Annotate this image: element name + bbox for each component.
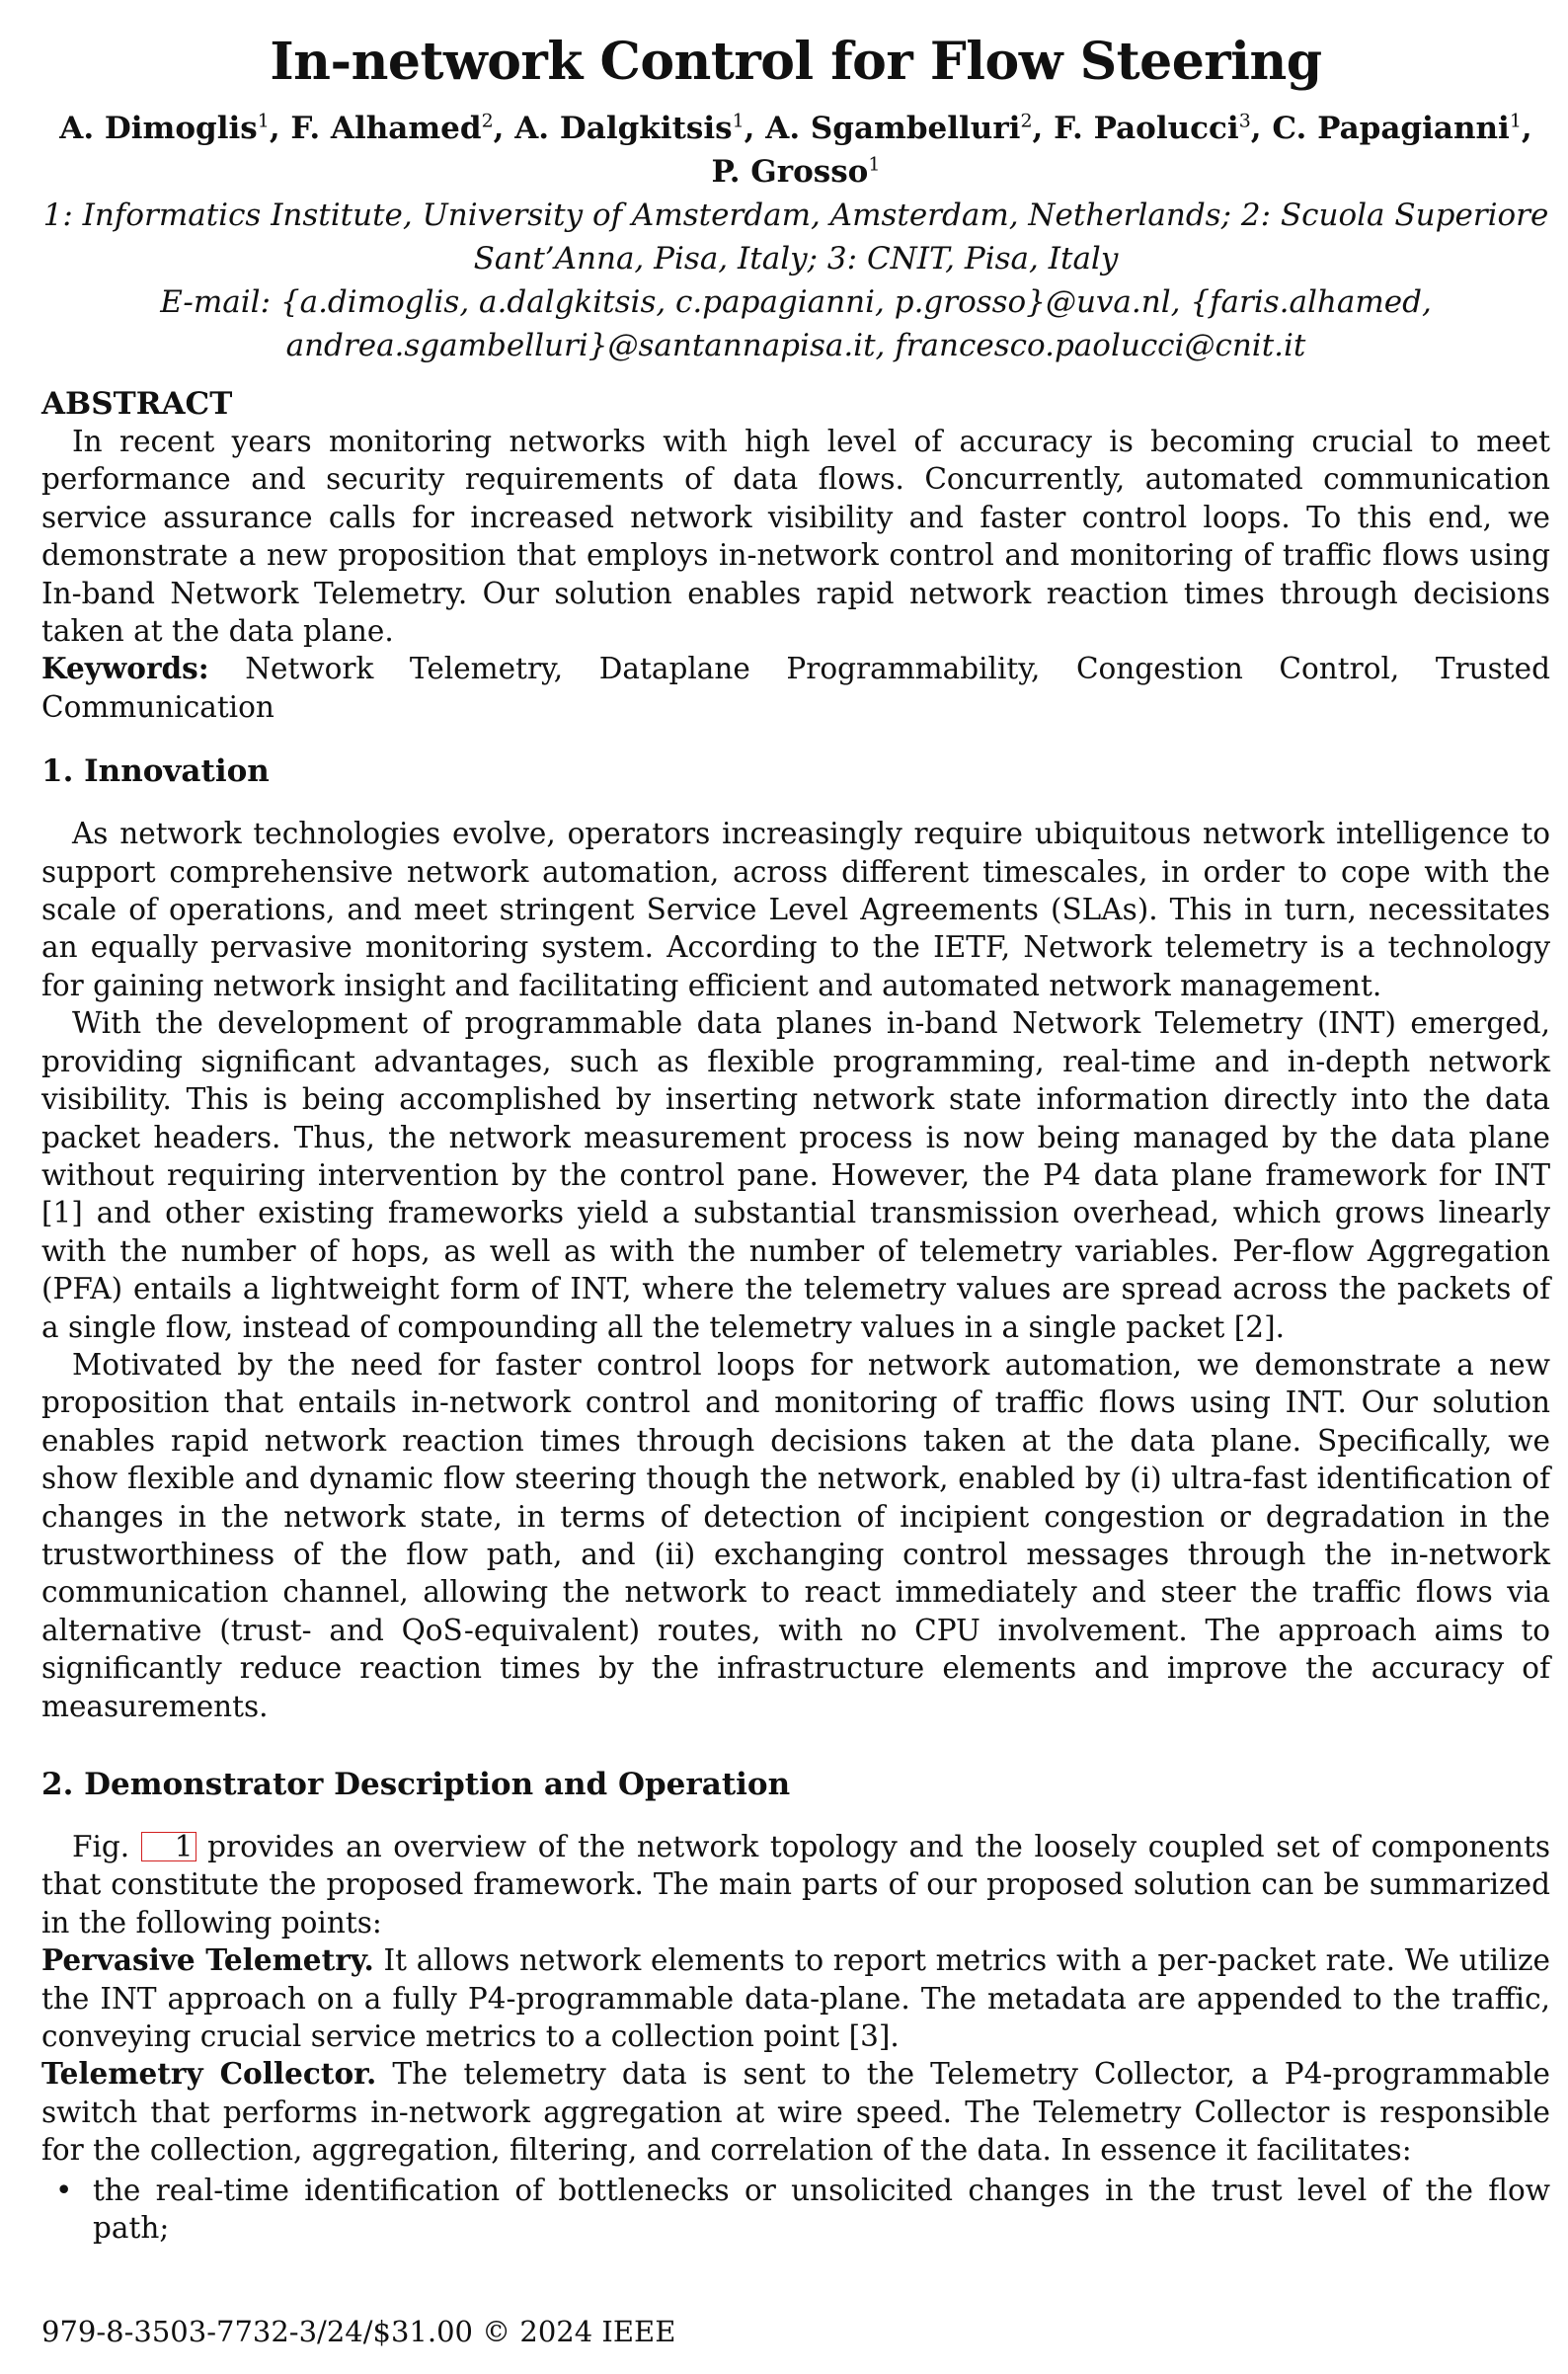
figure-reference-link[interactable]: 1	[141, 1832, 196, 1861]
author: A. Dimoglis$^1$,	[59, 110, 291, 146]
affiliations: 1: Informatics Institute, University of Amsterdam, Amsterdam, Netherlands; 2: Scuola Superiore Sant’Anna, Pisa, Italy; 3: CNIT, Pisa, Italy	[42, 198, 1549, 277]
author: A. Dalgkitsis$^1$,	[514, 110, 766, 146]
paper-title: In-network Control for Flow Steering	[270, 32, 1322, 92]
author-list	[41, 107, 1550, 194]
component-label: Telemetry Collector.	[41, 2056, 377, 2092]
abstract-heading: ABSTRACT	[41, 386, 233, 422]
email-line: E-mail: {a.dimoglis, a.dalgkitsis, c.papagianni, p.grosso}@uva.nl, {faris.alhamed, andrea.sgambelluri}@santannapisa.it, francesco.paolucci@cnit.it	[160, 284, 1432, 363]
keywords	[41, 650, 1550, 726]
paper-page	[41, 30, 1550, 2247]
keywords-text: Network Telemetry, Dataplane Programmability, Congestion Control, Trusted Communication	[41, 652, 1550, 724]
section-heading-demonstrator: 2. Demonstrator Description and Operation	[41, 1767, 791, 1802]
paragraph: Motivated by the need for faster control loops for network automation, we demonstrate a new proposition that entails in-network control and monitoring of traffic flows using INT. Our solution enables rapid network reaction times through decisions taken at the data plane. Specifically, we show flexible and dynamic flow steering though the network, enabled by (i) ultra-fast identification of changes in the network state, in terms of detection of incipient congestion or degradation in the trustworthiness of the flow path, and (ii) exchanging control messages through the in-network communication channel, allowing the network to react immediately and steer the traffic flows via alternative (trust- and QoS-equivalent) routes, with no CPU involvement. The approach aims to significantly reduce reaction times by the infrastructure elements and improve the accuracy of measurements.	[41, 1347, 1550, 1723]
copyright-footer: 979-8-3503-7732-3/24/$31.00 © 2024 IEEE	[41, 2315, 676, 2348]
section-heading-innovation: 1. Innovation	[41, 753, 270, 790]
abstract-text: In recent years monitoring networks with high level of accuracy is becoming crucial to meet performance and security requirements of data flows. Concurrently, automated communication service assurance calls for increased network visibility and faster control loops. To this end, we demonstrate a new proposition that employs in-network control and monitoring of traffic flows using In-band Network Telemetry. Our solution enables rapid network reaction times through decisions taken at the data plane.	[41, 425, 1550, 649]
keywords-label: Keywords:	[41, 651, 209, 686]
author: F. Paolucci$^3$,	[1054, 110, 1273, 146]
author: A. Sgambelluri$^2$,	[765, 110, 1055, 146]
bullet-list	[41, 2172, 1550, 2248]
paragraph: With the development of programmable data planes in-band Network Telemetry (INT) emerged, providing significant advantages, such as flexible programming, real-time and in-depth network visibility. This is being accomplished by inserting network state information directly into the data packet headers. Thus, the network measurement process is now being managed by the data plane without requiring intervention by the control pane. However, the P4 data plane framework for INT [1] and other existing frameworks yield a substantial transmission overhead, which grows linearly with the number of hops, as well as with the number of telemetry variables. Per-flow Aggregation (PFA) entails a lightweight form of INT, where the telemetry values are spread across the packets of a single flow, instead of compounding all the telemetry values in a single packet [2].	[41, 1006, 1550, 1344]
component-label: Pervasive Telemetry.	[41, 1942, 374, 1978]
author: C. Papagianni$^1$,	[1272, 110, 1532, 146]
component-item: Pervasive Telemetry. It allows network elements to report metrics with a per-packet rate. We utilize the INT approach on a fully P4-programmable data-plane. The metadata are appended to the traffic, conveying crucial service metrics to a collection point [3].	[41, 1942, 1550, 2054]
paragraph: As network technologies evolve, operators increasingly require ubiquitous network intelligence to support comprehensive network automation, across different timescales, in order to cope with the scale of operations, and meet stringent Service Level Agreements (SLAs). This in turn, necessitates an equally pervasive monitoring system. According to the IETF, Network telemetry is a technology for gaining network insight and facilitating efficient and automated network management.	[41, 817, 1550, 1002]
bullet-item: • the real-time identification of bottlenecks or unsolicited changes in the trust level of the flow path;	[55, 2173, 1550, 2246]
component-item: Telemetry Collector. The telemetry data is sent to the Telemetry Collector, a P4-programmable switch that performs in-network aggregation at wire speed. The Telemetry Collector is responsible for the collection, aggregation, filtering, and correlation of the data. In essence it facilitates:	[41, 2056, 1550, 2168]
paragraph: Fig. 1 provides an overview of the network topology and the loosely coupled set of components that constitute the proposed framework. The main parts of our proposed solution can be summarized in the following points:	[41, 1830, 1550, 1939]
author: P. Grosso$^1$	[711, 153, 881, 190]
bullet-icon: •	[55, 2173, 73, 2207]
author: F. Alhamed$^2$,	[290, 110, 515, 146]
